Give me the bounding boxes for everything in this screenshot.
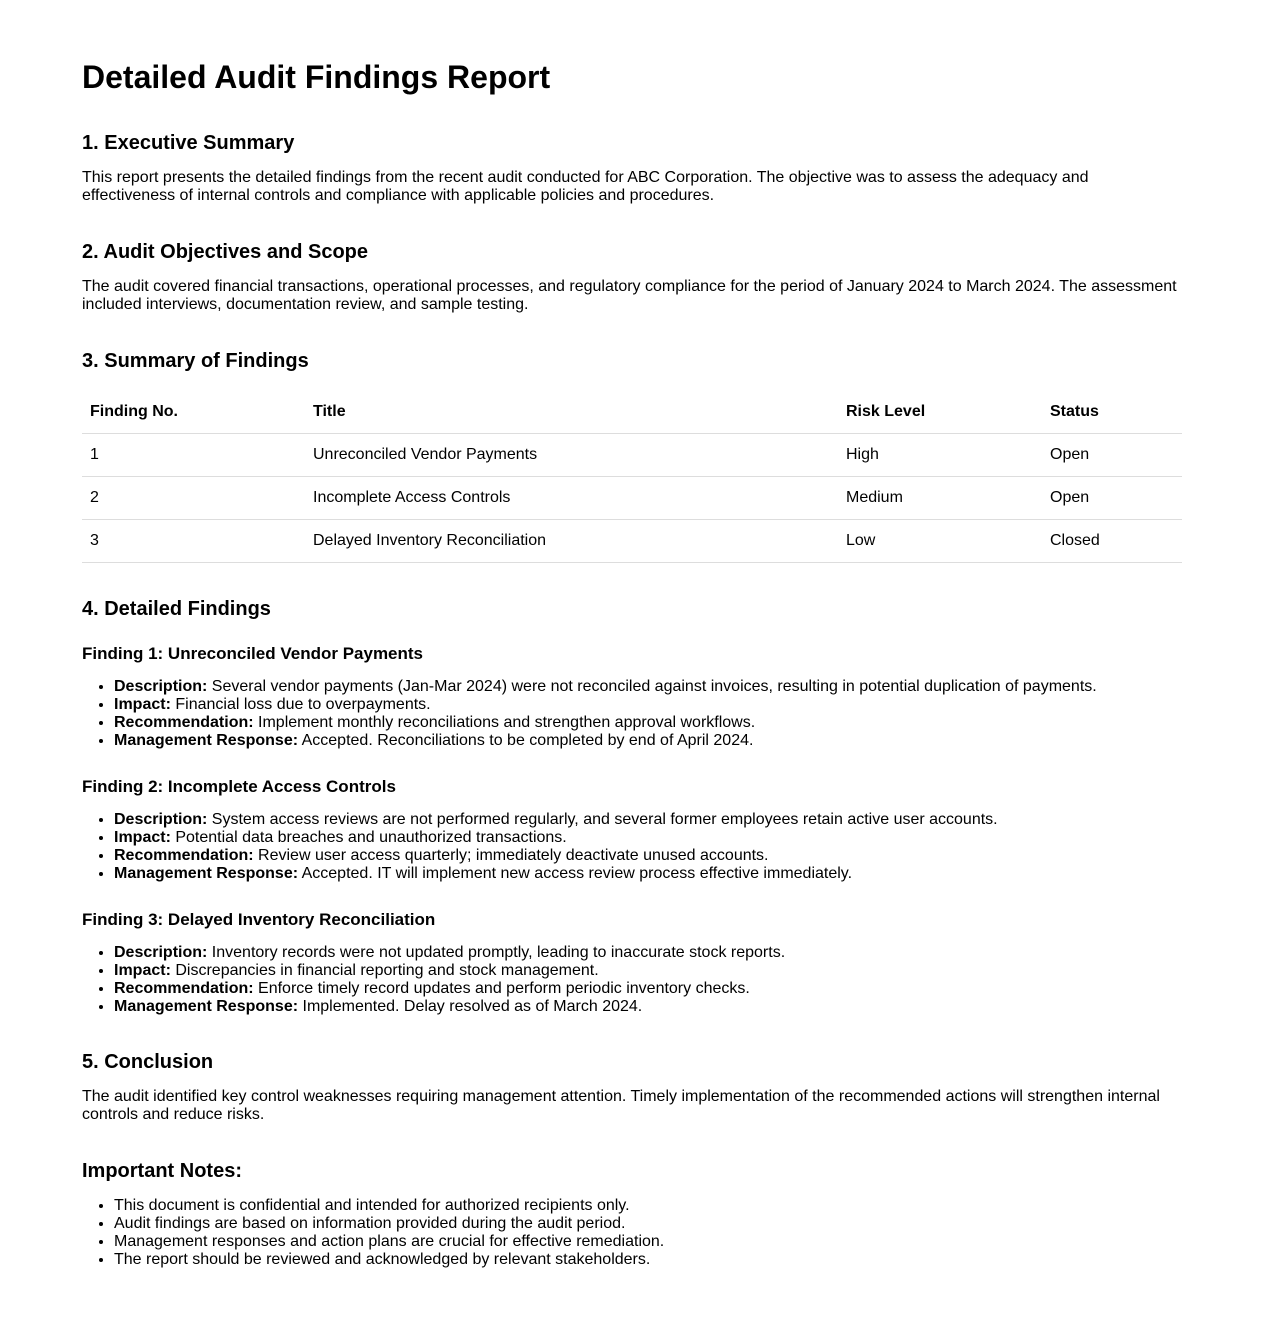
column-header-risk-level: Risk Level bbox=[838, 391, 1042, 434]
cell-title: Delayed Inventory Reconciliation bbox=[305, 520, 838, 563]
findings-table bbox=[82, 391, 1182, 563]
page-title: Detailed Audit Findings Report bbox=[82, 59, 551, 95]
finding-impact: Discrepancies in financial reporting and stock management. bbox=[175, 962, 599, 979]
list-item: • This document is confidential and intended for authorized recipients only. bbox=[114, 1197, 1182, 1215]
report-page bbox=[82, 0, 1182, 1269]
list-item: • Audit findings are based on information provided during the audit period. bbox=[114, 1215, 1182, 1233]
list-item bbox=[114, 714, 1182, 732]
cell-finding-no: 2 bbox=[82, 477, 305, 520]
table-header-row bbox=[82, 391, 1182, 434]
finding-description: Inventory records were not updated promptly, leading to inaccurate stock reports. bbox=[211, 944, 786, 961]
finding-impact: Financial loss due to overpayments. bbox=[175, 696, 431, 713]
executive-summary-heading: 1. Executive Summary bbox=[82, 132, 295, 154]
cell-finding-no: 3 bbox=[82, 520, 305, 563]
list-item: • The report should be reviewed and acknowledged by relevant stakeholders. bbox=[114, 1251, 1182, 1269]
description-label: Description: bbox=[114, 678, 208, 695]
list-item bbox=[114, 696, 1182, 714]
detailed-findings-heading: 4. Detailed Findings bbox=[82, 598, 271, 620]
objectives-heading: 2. Audit Objectives and Scope bbox=[82, 241, 368, 263]
recommendation-label: Recommendation: bbox=[114, 980, 254, 997]
response-label: Management Response: bbox=[114, 732, 299, 749]
impact-label: Impact: bbox=[114, 696, 171, 713]
cell-finding-no: 1 bbox=[82, 434, 305, 477]
column-header-title: Title bbox=[305, 391, 838, 434]
description-label: Description: bbox=[114, 811, 208, 828]
finding-recommendation: Implement monthly reconciliations and strengthen approval workflows. bbox=[258, 714, 756, 731]
finding-recommendation: Review user access quarterly; immediately deactivate unused accounts. bbox=[258, 847, 769, 864]
cell-risk-level: Low bbox=[838, 520, 1042, 563]
response-label: Management Response: bbox=[114, 998, 299, 1015]
objectives-text: The audit covered financial transactions, operational processes, and regulatory compliance for the period of January 2024 to March 2024. The assessment included interviews, documentation review, and sample testing. bbox=[82, 278, 1177, 313]
cell-title: Incomplete Access Controls bbox=[305, 477, 838, 520]
finding-3-list bbox=[82, 944, 1182, 1016]
notes-heading: Important Notes: bbox=[82, 1160, 242, 1182]
column-header-status: Status bbox=[1042, 391, 1182, 434]
executive-summary-text: This report presents the detailed findings from the recent audit conducted for ABC Corporation. The objective was to assess the adequacy and effectiveness of internal controls and compliance with applicable policies and procedures. bbox=[82, 169, 1089, 204]
list-item bbox=[114, 847, 1182, 865]
column-header-finding-no: Finding No. bbox=[82, 391, 305, 434]
cell-title: Unreconciled Vendor Payments bbox=[305, 434, 838, 477]
cell-risk-level: Medium bbox=[838, 477, 1042, 520]
recommendation-label: Recommendation: bbox=[114, 714, 254, 731]
finding-2-heading: Finding 2: Incomplete Access Controls bbox=[82, 777, 396, 796]
list-item bbox=[114, 678, 1182, 696]
finding-3-heading: Finding 3: Delayed Inventory Reconciliation bbox=[82, 910, 436, 929]
table-row bbox=[82, 520, 1182, 563]
list-item: • Management responses and action plans are crucial for effective remediation. bbox=[114, 1233, 1182, 1251]
list-item bbox=[114, 811, 1182, 829]
list-item bbox=[114, 980, 1182, 998]
list-item bbox=[114, 732, 1182, 750]
finding-response: Implemented. Delay resolved as of March 2024. bbox=[302, 998, 643, 1015]
list-item bbox=[114, 998, 1182, 1016]
cell-status: Open bbox=[1042, 477, 1182, 520]
list-item bbox=[114, 944, 1182, 962]
list-item bbox=[114, 865, 1182, 883]
list-item bbox=[114, 829, 1182, 847]
description-label: Description: bbox=[114, 944, 208, 961]
finding-description: Several vendor payments (Jan-Mar 2024) were not reconciled against invoices, resulting in potential duplication of payments. bbox=[211, 678, 1097, 695]
cell-status: Open bbox=[1042, 434, 1182, 477]
finding-2-list bbox=[82, 811, 1182, 883]
finding-1-heading: Finding 1: Unreconciled Vendor Payments bbox=[82, 644, 424, 663]
table-row bbox=[82, 477, 1182, 520]
table-row bbox=[82, 434, 1182, 477]
recommendation-label: Recommendation: bbox=[114, 847, 254, 864]
summary-findings-heading: 3. Summary of Findings bbox=[82, 350, 309, 372]
cell-risk-level: High bbox=[838, 434, 1042, 477]
response-label: Management Response: bbox=[114, 865, 299, 882]
notes-list bbox=[82, 1197, 1182, 1269]
finding-description: System access reviews are not performed regularly, and several former employees retain active user accounts. bbox=[211, 811, 998, 828]
finding-recommendation: Enforce timely record updates and perform periodic inventory checks. bbox=[258, 980, 750, 997]
list-item bbox=[114, 962, 1182, 980]
finding-response: Accepted. IT will implement new access review process effective immediately. bbox=[301, 865, 853, 882]
impact-label: Impact: bbox=[114, 829, 171, 846]
finding-impact: Potential data breaches and unauthorized transactions. bbox=[175, 829, 567, 846]
finding-response: Accepted. Reconciliations to be completed by end of April 2024. bbox=[301, 732, 754, 749]
conclusion-text: The audit identified key control weaknesses requiring management attention. Timely implementation of the recommended actions will strengthen internal controls and reduce risks. bbox=[82, 1088, 1160, 1123]
cell-status: Closed bbox=[1042, 520, 1182, 563]
finding-1-list bbox=[82, 678, 1182, 750]
conclusion-heading: 5. Conclusion bbox=[82, 1051, 214, 1073]
impact-label: Impact: bbox=[114, 962, 171, 979]
